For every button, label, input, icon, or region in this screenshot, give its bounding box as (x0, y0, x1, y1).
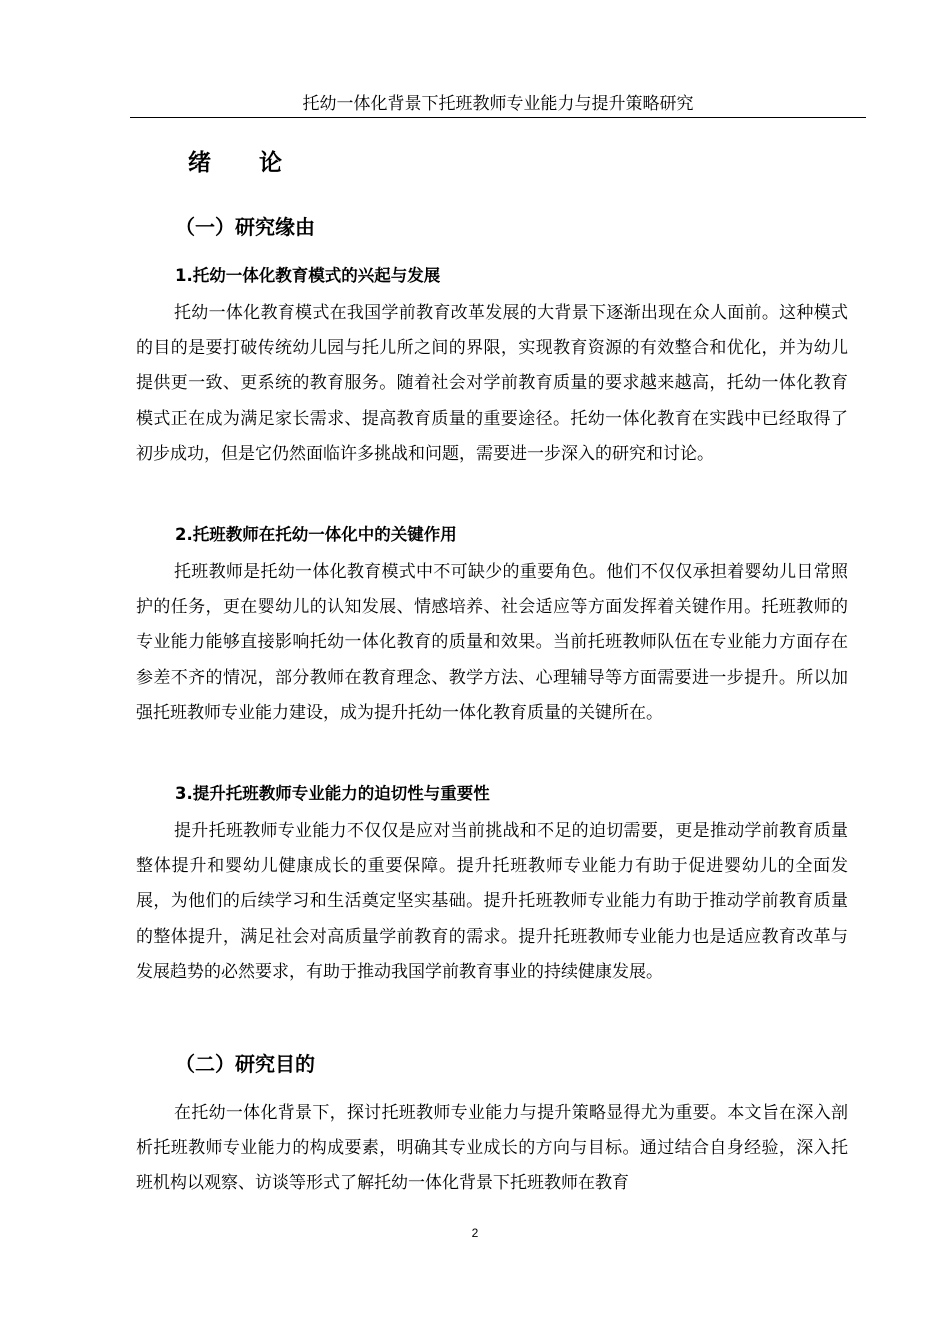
paragraph-1: 托幼一体化教育模式在我国学前教育改革发展的大背景下逐渐出现在众人面前。这种模式的目的是要打破传统幼儿园与托儿所之间的界限，实现教育资源的有效整合和优化，并为幼儿提供更一致、更系统的教育服务。随着社会对学前教育质量的要求越来越高，托幼一体化教育模式正在成为满足家长需求、提高教育质量的重要途径。托幼一体化教育在实践中已经取得了初步成功，但是它仍然面临许多挑战和问题，需要进一步深入的研究和讨论。 (136, 303, 848, 464)
paragraph-3: 提升托班教师专业能力不仅仅是应对当前挑战和不足的迫切需要，更是推动学前教育质量整体提升和婴幼儿健康成长的重要保障。提升托班教师专业能力有助于促进婴幼儿的全面发展，为他们的后续学习和生活奠定坚实基础。提升托班教师专业能力有助于推动学前教育质量的整体提升，满足社会对高质量学前教育的需求。提升托班教师专业能力也是适应教育改革与发展趋势的必然要求，有助于推动我国学前教育事业的持续健康发展。 (136, 821, 848, 982)
paragraph-2: 托班教师是托幼一体化教育模式中不可缺少的重要角色。他们不仅仅承担着婴幼儿日常照护的任务，更在婴幼儿的认知发展、情感培养、社会适应等方面发挥着关键作用。托班教师的专业能力能够直接影响托幼一体化教育的质量和效果。当前托班教师队伍在专业能力方面存在参差不齐的情况，部分教师在教育理念、教学方法、心理辅导等方面需要进一步提升。所以加强托班教师专业能力建设，成为提升托幼一体化教育质量的关键所在。 (136, 562, 848, 723)
section-heading-research-purpose: （二）研究目的 (175, 1052, 315, 1076)
chapter-title: 绪 论 (188, 150, 303, 176)
page-number: 2 (471, 1226, 479, 1240)
paragraph-4: 在托幼一体化背景下，探讨托班教师专业能力与提升策略显得尤为重要。本文旨在深入剖析托班教师专业能力的构成要素，明确其专业成长的方向与目标。通过结合自身经验，深入托班机构以观察、访谈等形式了解托幼一体化背景下托班教师在教育 (136, 1103, 848, 1194)
subsection-heading-3: 3.提升托班教师专业能力的迫切性与重要性 (175, 784, 490, 803)
running-header: 托幼一体化背景下托班教师专业能力与提升策略研究 (302, 94, 694, 114)
subsection-heading-1: 1.托幼一体化教育模式的兴起与发展 (175, 266, 441, 285)
subsection-heading-2: 2.托班教师在托幼一体化中的关键作用 (175, 525, 457, 544)
header-rule (130, 117, 866, 118)
section-heading-research-reason: （一）研究缘由 (175, 215, 315, 239)
